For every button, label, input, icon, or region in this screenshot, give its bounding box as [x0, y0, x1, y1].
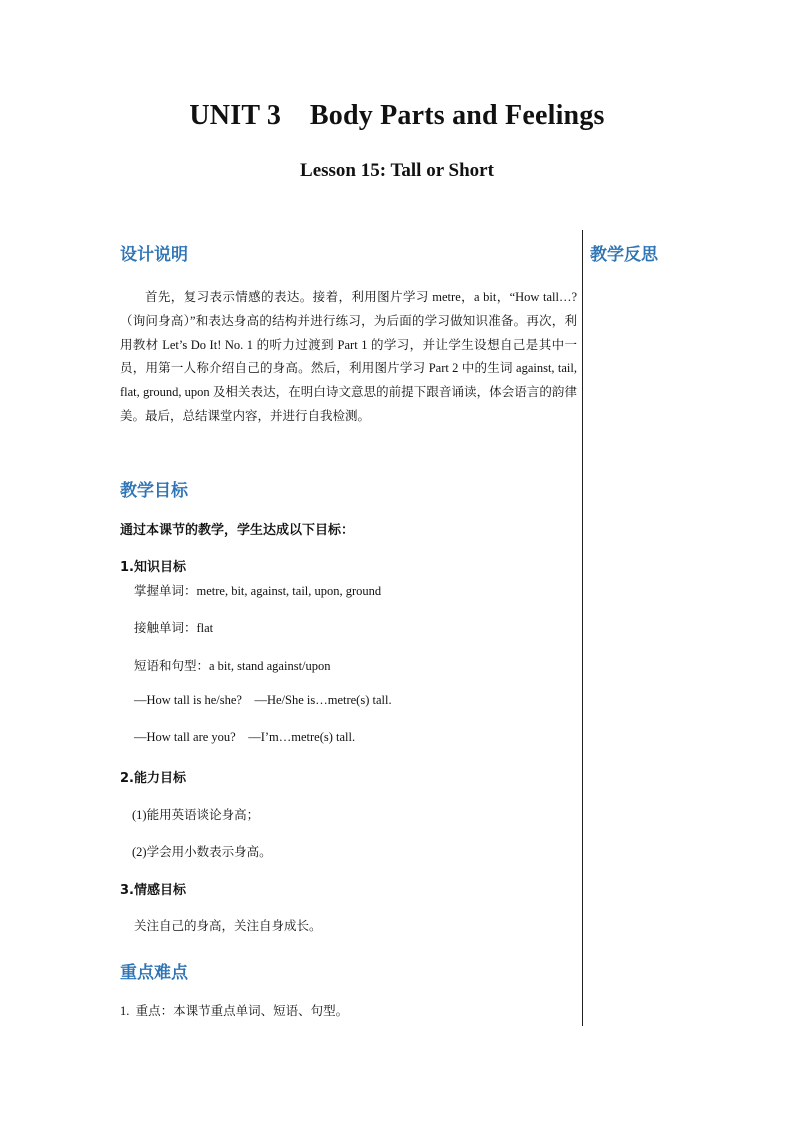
- ability-item-2: (2)学会用小数表示身高。: [132, 845, 272, 859]
- goals-heading: 教学目标: [120, 481, 188, 501]
- knowledge-goals-heading: 1.知识目标: [120, 560, 186, 575]
- reflection-heading: 教学反思: [590, 245, 658, 265]
- contact-words: 接触单词：flat: [134, 621, 214, 635]
- unit-title: UNIT 3 Body Parts and Feelings: [189, 100, 605, 131]
- ability-item-1: (1)能用英语谈论身高；: [132, 808, 260, 822]
- lesson-title: Lesson 15: Tall or Short: [300, 160, 494, 181]
- column-divider: [582, 230, 583, 1026]
- emotion-goals-heading: 3.情感目标: [120, 883, 186, 898]
- sentence-pattern-1: —How tall is he/she? —He/She is…metre(s) tall.: [134, 693, 392, 707]
- key-point-item-1: 1. 重点：本课节重点单词、短语、句型。: [120, 1004, 349, 1018]
- design-heading: 设计说明: [120, 245, 188, 265]
- sentence-pattern-2: —How tall are you? —I’m…metre(s) tall.: [134, 730, 356, 744]
- emotion-item-1: 关注自己的身高，关注自身成长。: [134, 919, 322, 933]
- phrases-patterns: 短语和句型：a bit, stand against/upon: [134, 659, 331, 673]
- master-words: 掌握单词：metre, bit, against, tail, upon, ground: [134, 584, 382, 598]
- goals-intro: 通过本课节的教学，学生达成以下目标：: [120, 523, 355, 538]
- ability-goals-heading: 2.能力目标: [120, 771, 186, 786]
- key-points-heading: 重点难点: [120, 963, 188, 983]
- design-paragraph: 首先，复习表示情感的表达。接着，利用图片学习 metre，a bit，“How tall…? （询问身高）”和表达身高的结构并进行练习，为后面的学习做知识准备。再次，利用教材 Let’s Do It! No. 1 的听力过渡到 Part 1 的学习，并让学生设想自己是其中一员，用第一人称介绍自己的身高。然后，利用图片学习 Part 2 中的生词 against, tail, flat, ground, upon 及相关表达，在明白诗文意思的前提下跟音诵读，体会语言的韵律美。最后，总结课堂内容，并进行自我检测。: [120, 290, 577, 423]
